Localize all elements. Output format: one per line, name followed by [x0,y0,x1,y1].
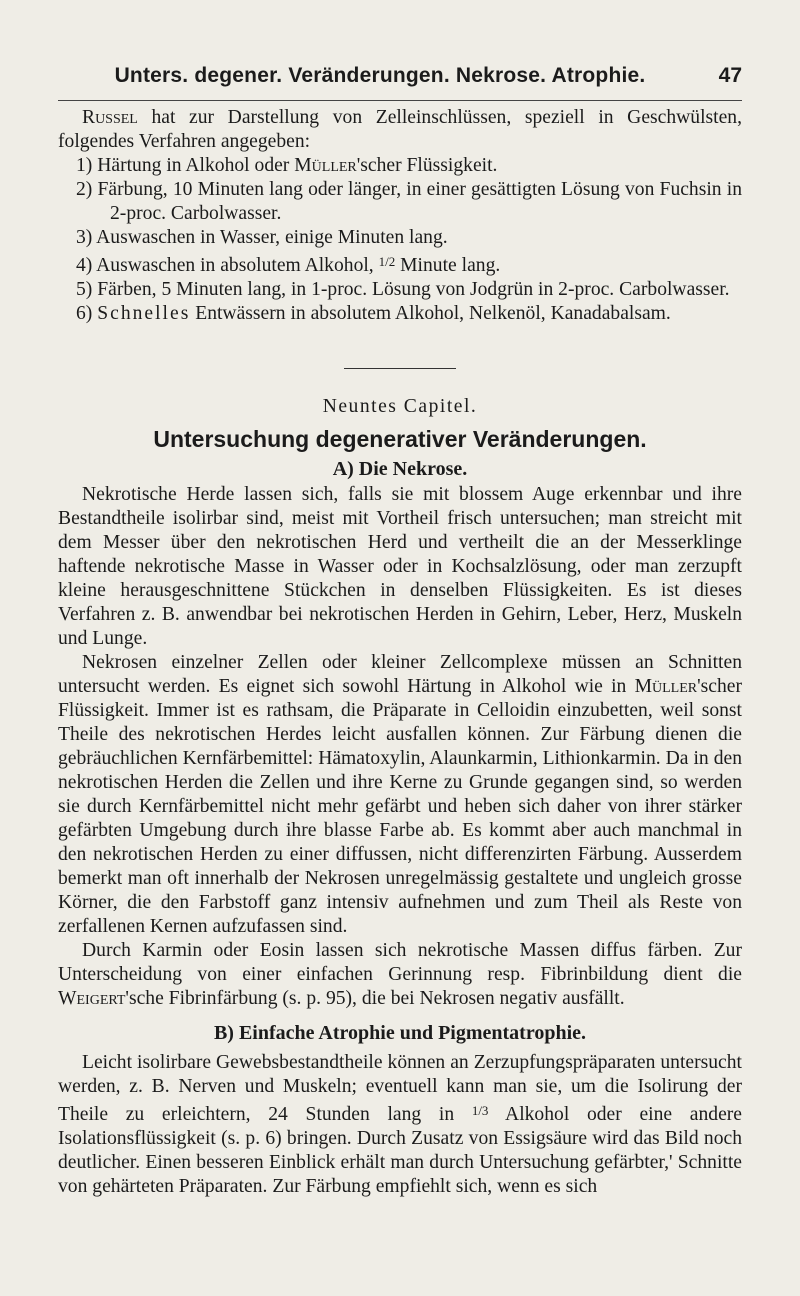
author-name: Weigert [58,988,126,1009]
emphasis-text: Schnelles [97,303,191,324]
intro-paragraph: Russel hat zur Darstellung von Zelleinschlüssen, speziell in Geschwülsten, folgendes Verfahren angegeben: [58,107,742,152]
fraction: 1/2 [378,254,396,269]
chapter-title: Untersuchung degenerativer Veränderungen. [153,426,647,452]
page-number: 47 [718,64,742,87]
paragraph: Durch Karmin oder Eosin lassen sich nekrotische Massen diffus färben. Zur Unterscheidung von einer einfachen Gerinnung resp. Fibrinbildung dient die Weigert'sche Fibrinfärbung (s. p. 95), die bei Nekrosen negativ ausfällt. [58,940,742,1009]
list-item: 5) Färben, 5 Minuten lang, in 1-proc. Lösung von Jodgrün in 2-proc. Carbolwasser. [76,279,730,300]
page-body [58,106,742,1199]
list-item: 3) Auswaschen in Wasser, einige Minuten lang. [76,227,448,248]
author-name: Müller [294,155,357,176]
list-item: 2) Färbung, 10 Minuten lang oder länger, in einer gesättigten Lösung von Fuchsin in 2-proc. Carbolwasser. [76,179,742,224]
author-name: Russel [82,107,138,128]
paragraph: Nekrotische Herde lassen sich, falls sie mit blossem Auge erkennbar und ihre Bestandtheile isolirbar sind, meist mit Vortheil frisch untersuchen; man streicht mit dem Messer über den nekrotischen Herd und vertheilt die an der Messerklinge haftende nekrotische Masse in Wasser oder in Kochsalzlösung, oder man zerzupft kleine herausgeschnittene Stückchen in denselben Flüssigkeiten. Es ist dieses Verfahren z. B. anwendbar bei nekrotischen Herden in Gehirn, Leber, Herz, Muskeln und Lunge. [58,484,742,649]
author-name: Müller [634,676,698,697]
procedure-list [58,154,742,326]
section-heading-b: B) Einfache Atrophie und Pigmentatrophie. [213,1022,587,1044]
paragraph: Nekrosen einzelner Zellen oder kleiner Zellcomplexe müssen an Schnitten untersucht werden. Es eignet sich sowohl Härtung in Alkohol wie in Müller'scher Flüssigkeit. Immer ist es rathsam, die Präparate in Celloidin einzubetten, weil sonst Theile des nekrotischen Herdes leicht ausfallen können. Zur Färbung dienen die gebräuchlichen Kernfärbemittel: Hämatoxylin, Alaunkarmin, Lithionkarmin. Da in den nekrotischen Herden die Zellen und ihre Kerne zu Grunde gegangen sind, so werden sie durch Kernfärbemittel nicht mehr gefärbt und heben sich daher von ihrer stärker gefärbten Umgebung durch ihre blasse Farbe ab. Es kommt aber auch manchmal in den nekrotischen Herden zu einer diffussen, nicht differenzirten Färbung. Ausserdem bemerkt man oft innerhalb der Nekrosen unregelmässig gestaltete und ungleich grosse Körner, die den Farbstoff ganz intensiv aufnehmen und zum Theil als Reste von zerfallenen Kernen aufzufassen sind. [58,652,742,937]
running-header [58,64,742,101]
list-item: 1) Härtung in Alkohol oder Müller'scher Flüssigkeit. [76,155,498,176]
section-divider [344,368,456,369]
running-title: Unters. degener. Veränderungen. Nekrose. Atrophie. [114,64,646,87]
section-heading-a: A) Die Nekrose. [332,458,468,480]
chapter-heading: Neuntes Capitel. [322,396,478,417]
paragraph: Leicht isolirbare Gewebsbestandtheile können an Zerzupfungspräparaten untersucht werden, z. B. Nerven und Muskeln; eventuell kann man sie, um die Isolirung der Theile zu erleichtern, 24 Stunden lang in $^{1/3}$ Alkohol oder eine andere Isolationsflüssigkeit (s. p. 6) bringen. Durch Zusatz von Essigsäure wird das Bild noch deutlicher. Einen besseren Einblick erhält man durch Untersuchung gefärbter,' Schnitte von gehärteten Präparaten. Zur Färbung empfiehlt sich, wenn es sich [58,1052,742,1197]
list-item: 6) Schnelles Entwässern in absolutem Alkohol, Nelkenöl, Kanadabalsam. [76,303,671,324]
fraction: 1/3 [471,1103,489,1118]
list-item: 4) Auswaschen in absolutem Alkohol, $^{1/2}$ Minute lang. [76,254,501,276]
